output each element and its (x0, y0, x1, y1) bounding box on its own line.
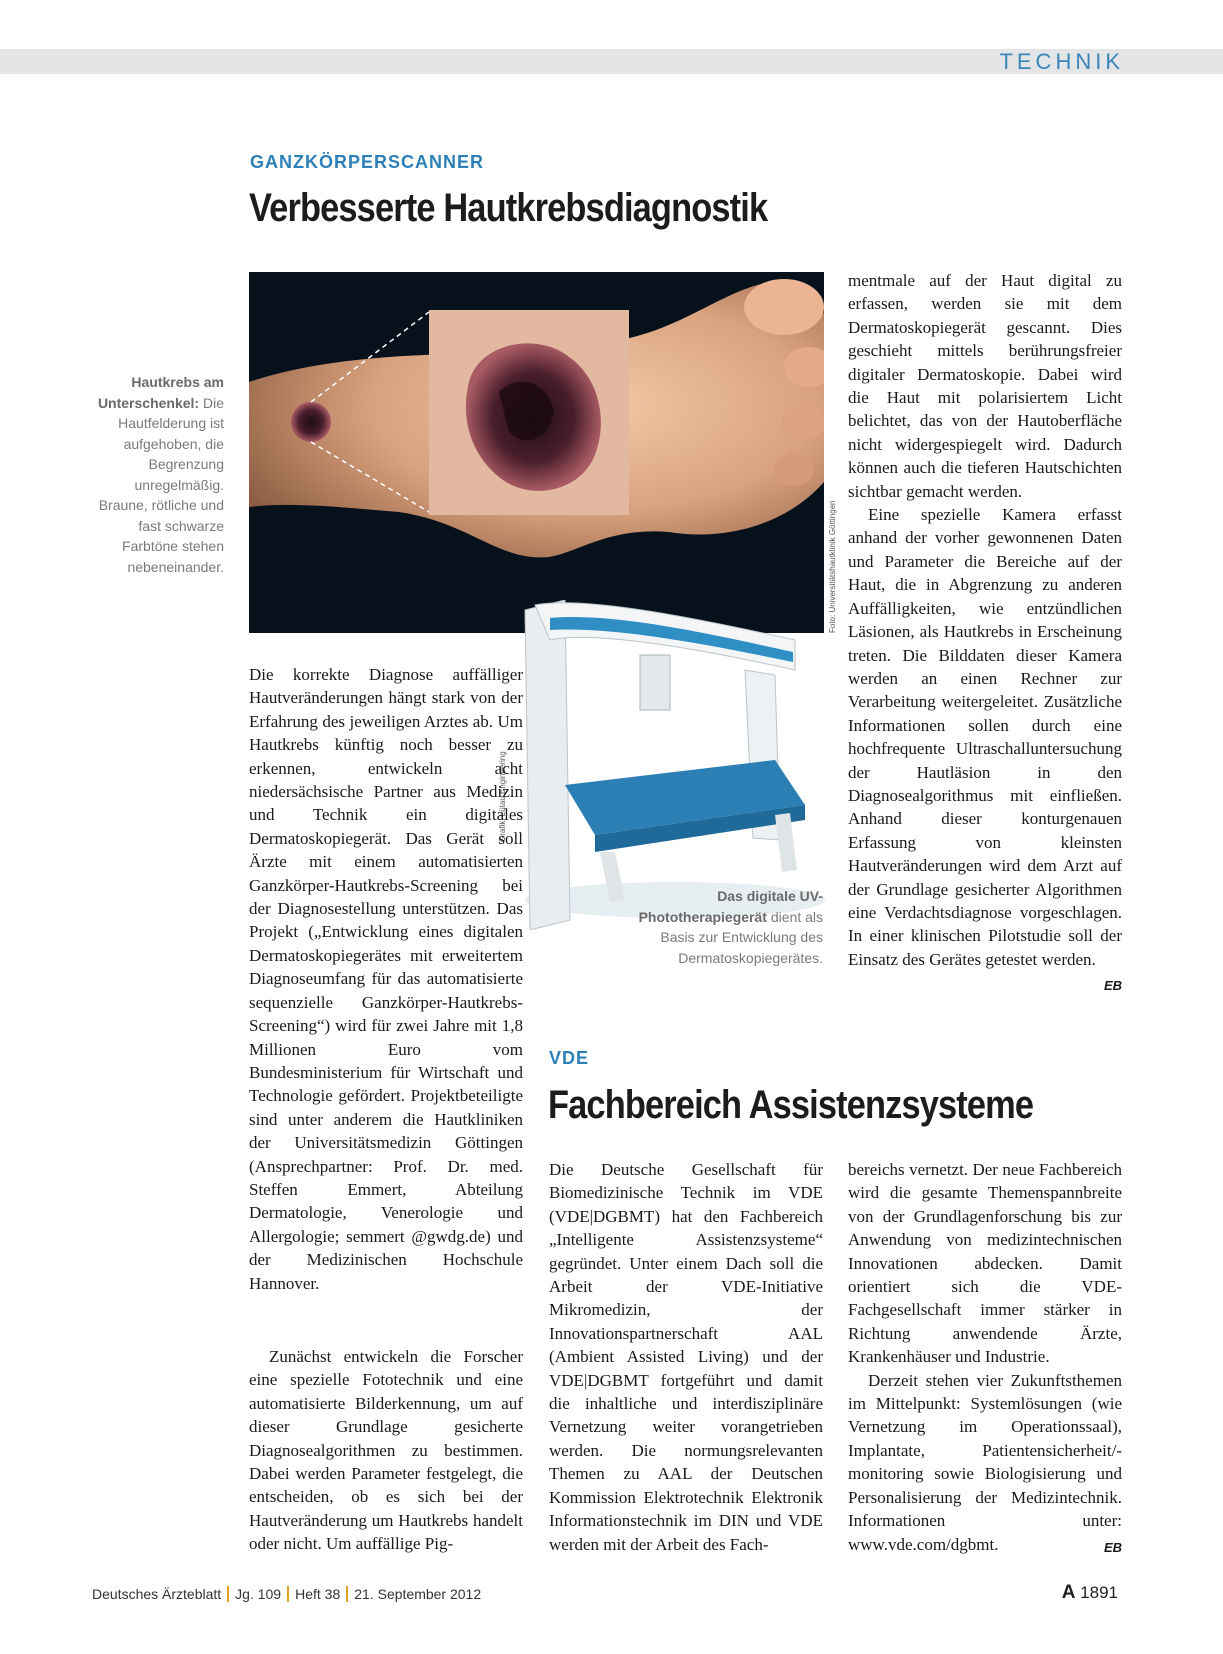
device-caption-text: dient als Basis zur Entwicklung des Dermatoskopiegerätes. (660, 908, 823, 966)
article2-col2-paragraph2-text: Derzeit stehen vier Zukunftsthemen im Mittelpunkt: Systemlösungen (wie Vernetzung im Operationssaal), Implantate, Patientensicherheit/-monitoring sowie Biologisierung und Personalisierung der Medizintechnik. Informationen unter: www.vde.com/dgbmt. (848, 1370, 1122, 1554)
uv-phototherapy-device-graphic (505, 600, 835, 930)
article1-column1 (249, 663, 523, 1295)
device-caption (623, 886, 823, 968)
section-label: TECHNIK (999, 49, 1124, 74)
article2-col2-paragraph1: bereichs vernetzt. Der neue Fachbereich wird die gesamte Themenspannbreite von der Grundlagenforschung bis zur Anwendung von medizintechnischen Innovationen abdecken. Damit orientiert sich die VDE-Fachgesellschaft immer stärker in Richtung anwendende Ärzte, Krankenhäuser und Industrie. (848, 1160, 1122, 1367)
article1-column1-continued (249, 1345, 523, 1556)
article1-author: EB (1103, 978, 1122, 994)
article2-kicker: VDE (549, 1048, 590, 1068)
skin-lesion-photo (249, 272, 824, 633)
article1-title: Verbesserte Hautkrebsdiagnostik (249, 186, 768, 230)
article1-col3-paragraph1: mentmale auf der Haut digital zu erfassen, werden sie mit dem Dermatoskopiegerät gescannt. Dies geschieht mittels berührungsfreier digitaler Dermatoskopie. Dabei wird die Haut mit polarisiertem Licht belichtet, das von der Hautoberfläche nicht widergespiegelt wird. Dadurch können auch die tieferen Hautschichten sichtbar gemacht werden. (848, 271, 1122, 501)
footer-citation (92, 1586, 481, 1602)
article2-column2 (848, 1158, 1122, 1559)
photo-caption (90, 372, 224, 577)
article2-title: Fachbereich Assistenzsysteme (548, 1083, 1034, 1127)
footer-issue: Heft 38 (295, 1586, 341, 1602)
footer-journal: Deutsches Ärzteblatt (92, 1586, 222, 1602)
footer-date: 21. September 2012 (354, 1586, 482, 1602)
footer-separator (227, 1586, 229, 1602)
photo-caption-bold: Hautkrebs am Unterschenkel: (97, 374, 224, 411)
photo-credit: Foto: Universitätshautklinik Göttingen (828, 500, 837, 633)
article2-author: EB (1103, 1539, 1122, 1555)
article2-col1-paragraph: Die Deutsche Gesellschaft für Biomedizinische Technik im VDE (VDE|DGBMT) hat den Fachbereich „Intelligente Assistenzsysteme“ gegründet. Unter einem Dach soll die Arbeit der VDE-Initiative Mikromedizin, der Innovationspartnerschaft AAL (Ambient Assisted Living) und der VDE|DGBMT fortgeführt und damit die inhaltliche und interdisziplinäre Vernetzung weiter vorangetrieben werden. Die normungsrelevanten Themen zu AAL der Deutschen Kommission Elektrotechnik Elektronik Informationstechnik im DIN und VDE werden mit der Arbeit des Fach- (549, 1160, 823, 1554)
footer-separator (287, 1586, 289, 1602)
article1-col1-paragraph2: Zunächst entwickeln die Forscher eine spezielle Fototechnik und eine automatisierte Bilderkennung, um auf dieser Grundlage gesicherte Diagnosealgorithmen zu bestimmen. Dabei werden Parameter festgelegt, die entscheiden, ob es sich bei der Hautveränderung um Hautkrebs handelt oder nicht. Um auffällige Pig- (249, 1347, 523, 1554)
article1-column3 (848, 269, 1122, 998)
device-credit: Grafik: Lütau Engineering (498, 751, 507, 842)
page-number (1062, 1582, 1118, 1604)
article1-col3-paragraph2-text: Eine spezielle Kamera erfasst anhand der vorher gewonnenen Daten und Parameter die Bereiche auf der Haut, die in Abgrenzung zu anderen Auffälligkeiten, wie entzündlichen Läsionen, als Hautkrebs in Erscheinung treten. Die Bilddaten dieser Kamera werden an einen Rechner zur Verarbeitung weitergeleitet. Zusätzliche Informationen sollen durch eine hochfrequente Ultraschalluntersuchung der Hautläsion in den Diagnosealgorithmus mit einfließen. Anhand dieser konturgenauen Erfassung von kleinsten Hautveränderungen wird dem Arzt auf der Grundlage gesicherter Algorithmen eine Verdachtsdiagnose vorgeschlagen. In einer klinischen Pilotstudie soll der Einsatz des Gerätes getestet werden. (848, 505, 1122, 969)
article1-kicker: GANZKÖRPERSCANNER (250, 152, 485, 172)
article1-col3-paragraph2 (848, 503, 1122, 994)
article1-col1-paragraph1: Die korrekte Diagnose auffälliger Hautveränderungen hängt stark von der Erfahrung des jeweiligen Arztes ab. Um Hautkrebs künftig noch besser zu erkennen, entwickeln acht niedersächsische Partner aus Medizin und Technik ein digitales Dermatoskopiegerät. Das Gerät soll Ärzte mit einem automatisierten Ganzkörper-Hautkrebs-Screening bei der Diagnosestellung unterstützen. Das Projekt („Entwicklung eines digitalen Dermatoskopiegerätes mit erweitertem Diagnoseumfang für das automatisierte sequenzielle Ganzkörper-Hautkrebs-Screening“) wird für zwei Jahre mit 1,8 Millionen Euro vom Bundesministerium für Wirtschaft und Technologie gefördert. Projektbeteiligte sind unter anderem die Hautkliniken der Universitätsmedizin Göttingen (Ansprechpartner: Prof. Dr. med. Steffen Emmert, Abteilung Dermatologie, Venerologie und Allergologie; semmert @gwdg.de) und der Medizinischen Hochschule Hannover. (249, 665, 523, 1293)
page-number-value: 1891 (1080, 1583, 1118, 1602)
page-prefix: A (1061, 1582, 1076, 1603)
footer-separator (346, 1586, 348, 1602)
photo-caption-text: Die Hautfelderung ist aufgehoben, die Begrenzung unregelmäßig. Braune, rötliche und fast schwarze Farbtöne stehen nebeneinander. (98, 394, 224, 575)
device-caption-bold: Das digitale UV-Phototherapiegerät (638, 888, 823, 925)
article2-column1 (549, 1158, 823, 1556)
footer-volume: Jg. 109 (235, 1586, 282, 1602)
article2-col2-paragraph2 (848, 1369, 1122, 1556)
